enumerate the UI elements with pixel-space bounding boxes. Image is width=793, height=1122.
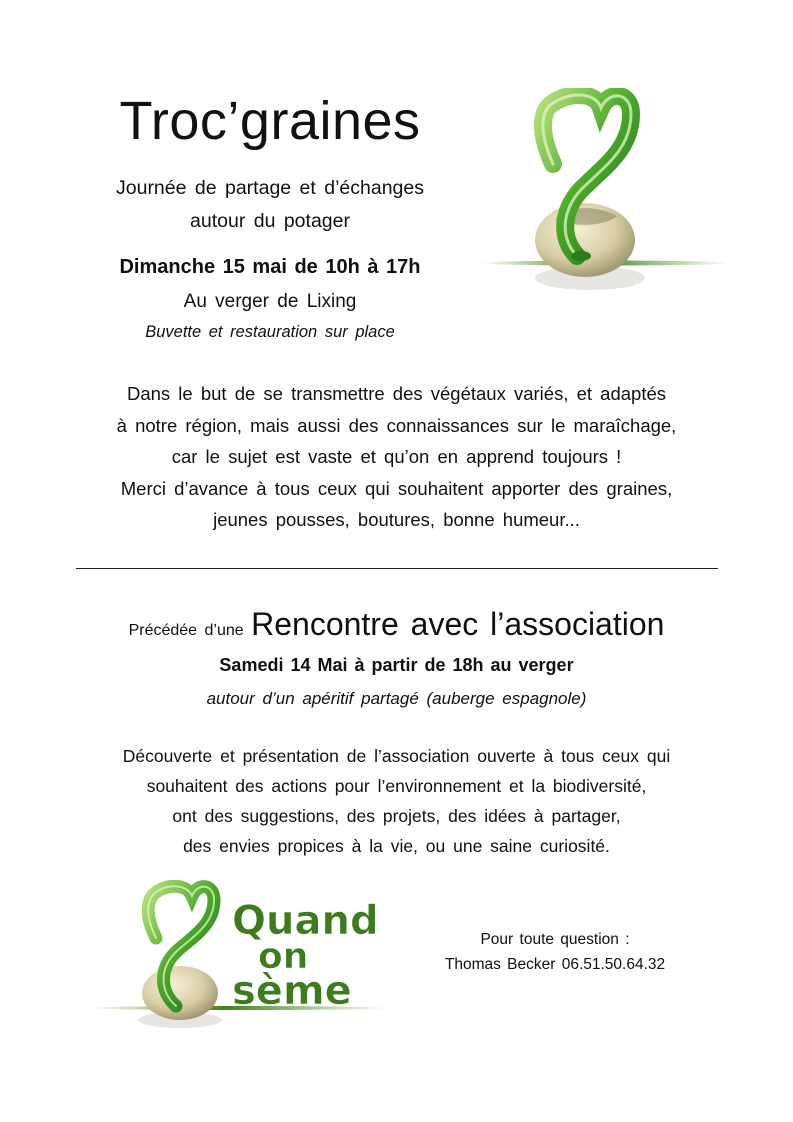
association-paragraph	[40, 741, 753, 861]
meeting-date: Samedi 14 Mai à partir de 18h au verger	[219, 655, 574, 675]
event-date: Dimanche 15 mai de 10h à 17h	[119, 256, 421, 278]
event-subtitle-line2: autour du potager	[190, 210, 350, 232]
logo-word-seme: sème	[232, 968, 352, 1014]
description-line: à notre région, mais aussi des connaissances sur le maraîchage,	[116, 414, 677, 436]
contact-name-phone: Thomas Becker 06.51.50.64.32	[444, 956, 666, 973]
event-subtitle-line1: Journée de partage et d’échanges	[116, 177, 424, 199]
meeting-title: Rencontre avec l’association	[251, 606, 665, 642]
association-line: des envies propices à la vie, ou une saine curiosité.	[183, 836, 610, 856]
quand-on-seme-logo	[90, 880, 390, 1035]
section-divider	[76, 568, 718, 569]
description-line: Dans le but de se transmettre des végétaux variés, et adaptés	[126, 383, 667, 404]
logo-word-quand: Quand	[232, 898, 379, 944]
logo-word-on: on	[258, 936, 309, 977]
description-line: car le sujet est vaste et qu’on en apprend toujours !	[171, 446, 622, 467]
seed-icon	[142, 966, 218, 1020]
association-line: souhaitent des actions pour l’environnement et la biodiversité,	[146, 776, 647, 796]
description-paragraph	[40, 378, 753, 536]
meeting-prefix: Précédée d’une	[128, 622, 244, 639]
event-place: Au verger de Lixing	[183, 291, 357, 312]
description-line: jeunes pousses, boutures, bonne humeur...	[213, 509, 580, 530]
event-food: Buvette et restauration sur place	[145, 323, 395, 341]
sprout-seed-logo	[455, 88, 725, 318]
description-line: Merci d’avance à tous ceux qui souhaitent apporter des graines,	[120, 477, 673, 499]
association-line: Découverte et présentation de l’association ouverte à tous ceux qui	[122, 746, 671, 766]
contact-question: Pour toute question :	[480, 931, 630, 948]
association-line: ont des suggestions, des projets, des idées à partager,	[172, 806, 621, 826]
meeting-heading	[40, 602, 753, 653]
event-subtitle	[40, 172, 500, 238]
meeting-detail: autour d’un apéritif partagé (auberge espagnole)	[206, 689, 587, 708]
event-title: Troc’graines	[119, 91, 421, 151]
contact-block	[420, 927, 690, 977]
